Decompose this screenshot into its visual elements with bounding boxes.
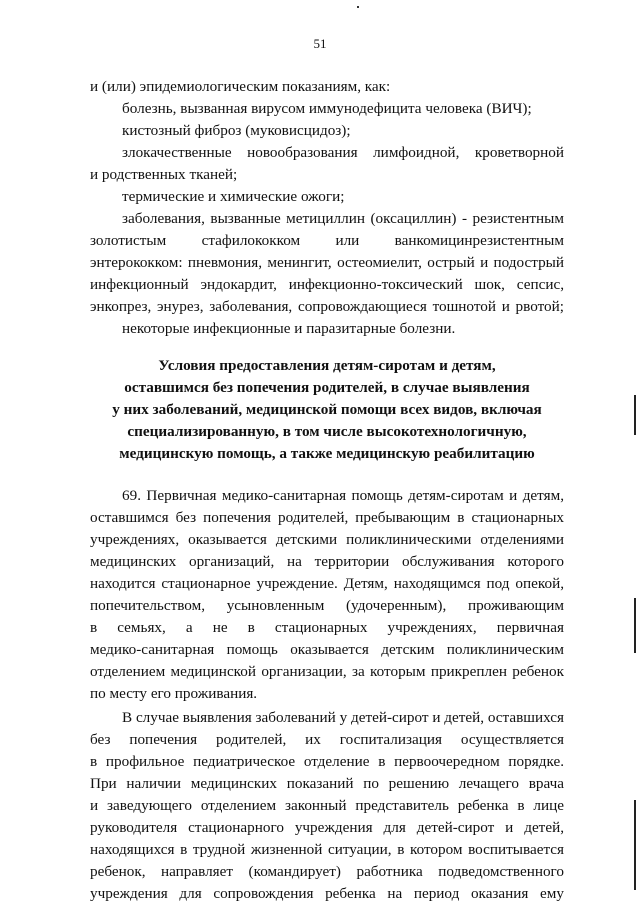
scan-edge-mark xyxy=(634,395,636,435)
text-line: и родственных тканей; xyxy=(90,166,238,183)
text-line: медицинских организаций, на территории обслуживания которого xyxy=(90,553,564,570)
list-item: некоторые инфекционные и паразитарные болезни. xyxy=(122,320,456,337)
text-line: находящихся в трудной жизненной ситуации, в котором воспитывается xyxy=(90,841,564,858)
text-line: учреждениях, оказывается детскими поликлиническими отделениями xyxy=(90,531,564,548)
text-line: энтерококком: пневмония, менингит, остеомиелит, острый и подострый xyxy=(90,254,564,271)
text-line: оставшимся без попечения родителей, пребывающим в стационарных xyxy=(90,509,564,526)
text-line: попечительством, усыновленным (удочеренным), проживающим xyxy=(90,597,564,614)
section-heading-line: Условия предоставления детям-сиротам и детям, xyxy=(158,357,496,374)
section-heading-line: у них заболеваний, медицинской помощи всех видов, включая xyxy=(112,401,542,418)
text-line: энкопрез, энурез, заболевания, сопровождающиеся тошнотой и рвотой; xyxy=(90,298,564,315)
text-line: золотистым стафилококком или ванкомицинрезистентным xyxy=(90,232,564,249)
section-heading-line: оставшимся без попечения родителей, в случае выявления xyxy=(124,379,530,396)
section-heading-line: специализированную, в том числе высокотехнологичную, xyxy=(127,423,527,440)
text-line: 69. Первичная медико-санитарная помощь детям-сиротам и детям, xyxy=(122,487,564,504)
text-line: по месту его проживания. xyxy=(90,685,258,702)
text-line: и заведующего отделением законный представитель ребенка в лице xyxy=(90,797,564,814)
text-line: инфекционный эндокардит, инфекционно-токсический шок, сепсис, xyxy=(90,276,564,293)
text-line: без попечения родителей, их госпитализация осуществляется xyxy=(90,731,564,748)
text-line: и (или) эпидемиологическим показаниям, как: xyxy=(90,78,391,95)
text-line: отделением медицинской организации, за которым прикреплен ребенок xyxy=(90,663,564,680)
text-line: учреждения для сопровождения ребенка на период оказания ему xyxy=(90,885,564,902)
list-item: болезнь, вызванная вирусом иммунодефицита человека (ВИЧ); xyxy=(122,100,532,117)
text-line: медико-санитарная помощь оказывается детским поликлиническим xyxy=(90,641,564,658)
text-line: При наличии медицинских показаний по решению лечащего врача xyxy=(90,775,564,792)
text-line: ребенок, направляет (командирует) работника подведомственного xyxy=(90,863,564,880)
text-line: В случае выявления заболеваний у детей-сирот и детей, оставшихся xyxy=(122,709,564,726)
scan-edge-mark xyxy=(634,598,636,653)
scan-edge-mark xyxy=(634,800,636,890)
scan-speck xyxy=(357,6,359,8)
section-heading-line: медицинскую помощь, а также медицинскую реабилитацию xyxy=(119,445,535,462)
text-line: в семьях, а не в стационарных учреждениях, первичная xyxy=(90,619,564,636)
list-item: термические и химические ожоги; xyxy=(122,188,345,205)
page-number: 51 xyxy=(313,36,327,51)
list-item: злокачественные новообразования лимфоидной, кроветворной xyxy=(122,144,564,161)
text-line: находится стационарное учреждение. Детям, находящимся под опекой, xyxy=(90,575,564,592)
list-item: кистозный фиброз (муковисцидоз); xyxy=(122,122,351,139)
text-line: в профильное педиатрическое отделение в первоочередном порядке. xyxy=(90,753,564,770)
list-item: заболевания, вызванные метициллин (оксациллин) - резистентным xyxy=(122,210,564,227)
text-line: руководителя стационарного учреждения для детей-сирот и детей, xyxy=(90,819,564,836)
